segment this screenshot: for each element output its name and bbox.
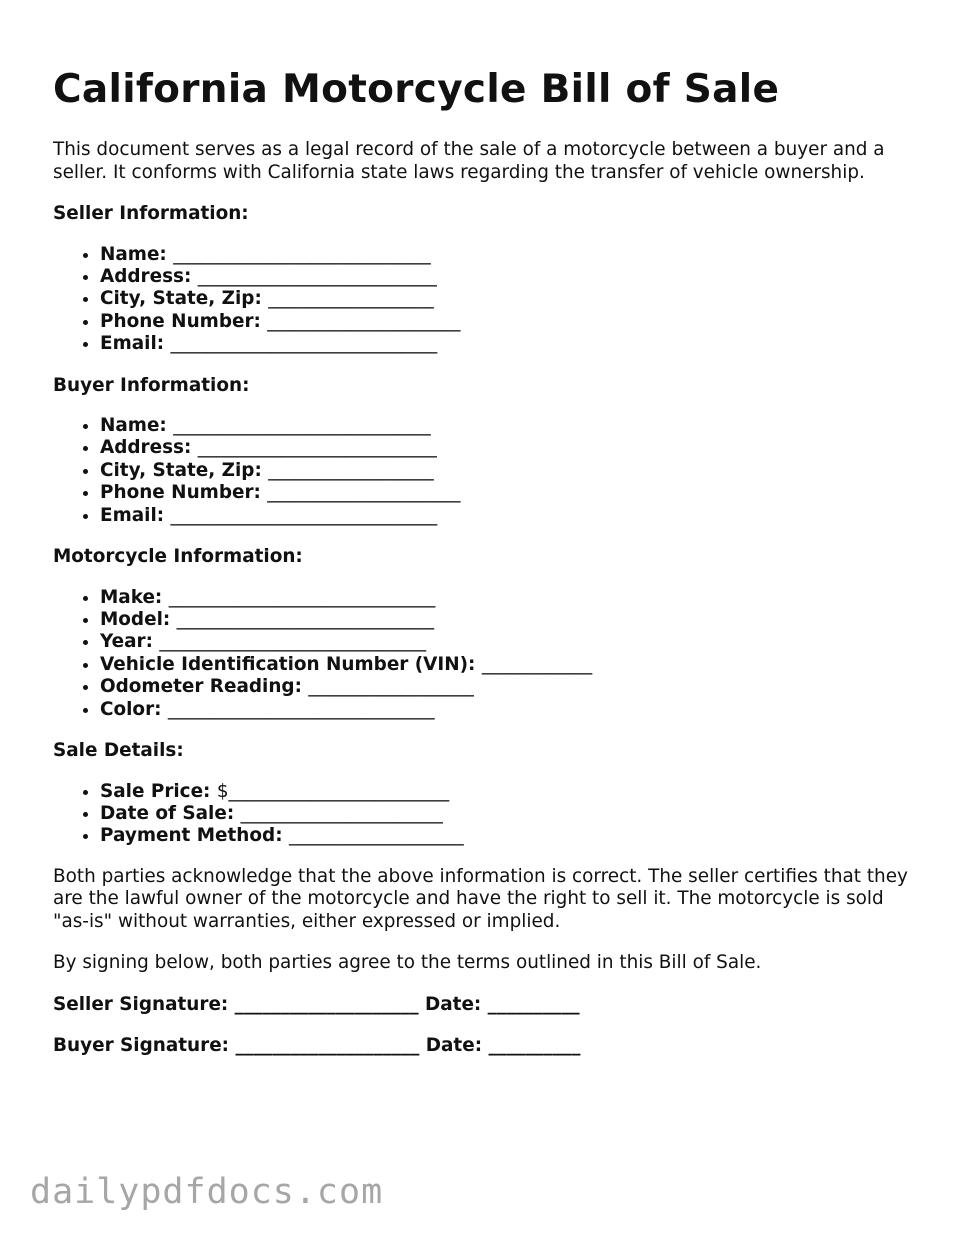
field-label: City, State, Zip: [100, 288, 269, 310]
color-field [100, 699, 923, 721]
sale-heading: Sale Details: [53, 740, 184, 761]
blank-line: __________________________ [197, 437, 437, 459]
buyer-city-field [100, 460, 923, 482]
buyer-name-field [100, 415, 923, 437]
intro-paragraph: This document serves as a legal record of the sale of a motorcycle between a buyer and a seller. It conforms with California state laws regarding the transfer of vehicle ownership. [53, 139, 885, 183]
seller-heading: Seller Information: [53, 203, 249, 224]
field-label: Phone Number: [100, 310, 268, 332]
acknowledgement-paragraph: Both parties acknowledge that the above information is correct. The seller certifies that they are the lawful owner of the motorcycle and have the right to sell it. The motorcycle is sold "as-is" without warranties, either expressed or implied. [53, 865, 908, 932]
buyer-signature-line: Buyer Signature: ____________________ Date: __________ [53, 1035, 581, 1057]
sale-fields [53, 781, 923, 848]
field-label: Name: [100, 415, 174, 437]
seller-address-field [100, 266, 923, 288]
field-label: Name: [100, 243, 174, 265]
field-label: Payment Method: [100, 825, 289, 847]
blank-line: ____________________________ [176, 608, 435, 630]
buyer-address-field [100, 437, 923, 459]
field-label: Sale Price: [100, 780, 217, 802]
field-label: Phone Number: [100, 482, 268, 504]
blank-line: _____________________________ [168, 586, 436, 608]
blank-line: _____________________ [267, 482, 461, 504]
seller-name-field [100, 244, 923, 266]
field-label: Make: [100, 586, 169, 608]
make-field [100, 587, 923, 609]
blank-line: _____________________________ [167, 698, 435, 720]
field-label: Email: [100, 504, 171, 526]
seller-phone-field [100, 311, 923, 333]
sale-date-field [100, 803, 923, 825]
blank-line: ______________________ [240, 802, 443, 824]
motorcycle-heading: Motorcycle Information: [53, 546, 303, 568]
blank-line: __________________________ [197, 265, 437, 287]
buyer-email-field [100, 505, 923, 527]
vin-field [100, 654, 923, 676]
document-page [53, 66, 923, 1058]
odometer-field [100, 676, 923, 698]
blank-line: _____________________________ [159, 631, 427, 653]
document-title: California Motorcycle Bill of Sale [53, 67, 780, 112]
field-label: Address: [100, 265, 198, 287]
agreement-paragraph: By signing below, both parties agree to the terms outlined in this Bill of Sale. [53, 952, 762, 974]
field-label: Address: [100, 437, 198, 459]
blank-line: ____________ [481, 653, 593, 675]
blank-line: _____________________________ [170, 504, 438, 526]
buyer-fields [53, 415, 923, 527]
blank-line: _____________________ [267, 310, 461, 332]
seller-fields [53, 244, 923, 356]
blank-line: $________________________ [216, 780, 450, 802]
watermark: dailypdfdocs.com [30, 1172, 384, 1212]
field-label: Color: [100, 698, 168, 720]
sale-price-field [100, 781, 923, 803]
field-label: Vehicle Identification Number (VIN): [100, 653, 482, 675]
blank-line: __________________ [308, 676, 474, 698]
field-label: City, State, Zip: [100, 459, 269, 481]
field-label: Model: [100, 608, 177, 630]
buyer-heading: Buyer Information: [53, 374, 250, 396]
buyer-phone-field [100, 482, 923, 504]
field-label: Date of Sale: [100, 802, 241, 824]
seller-city-field [100, 288, 923, 310]
payment-method-field [100, 825, 923, 847]
seller-signature-line: Seller Signature: ____________________ Date: __________ [53, 993, 580, 1015]
field-label: Odometer Reading: [100, 676, 309, 698]
field-label: Year: [100, 631, 160, 653]
year-field [100, 631, 923, 653]
seller-email-field [100, 333, 923, 355]
blank-line: ___________________ [288, 825, 464, 847]
model-field [100, 609, 923, 631]
blank-line: ____________________________ [173, 415, 431, 437]
blank-line: __________________ [268, 459, 434, 481]
blank-line: ____________________________ [173, 243, 431, 265]
blank-line: __________________ [268, 288, 434, 310]
motorcycle-fields [53, 587, 923, 721]
field-label: Email: [100, 333, 171, 355]
blank-line: _____________________________ [170, 333, 438, 355]
